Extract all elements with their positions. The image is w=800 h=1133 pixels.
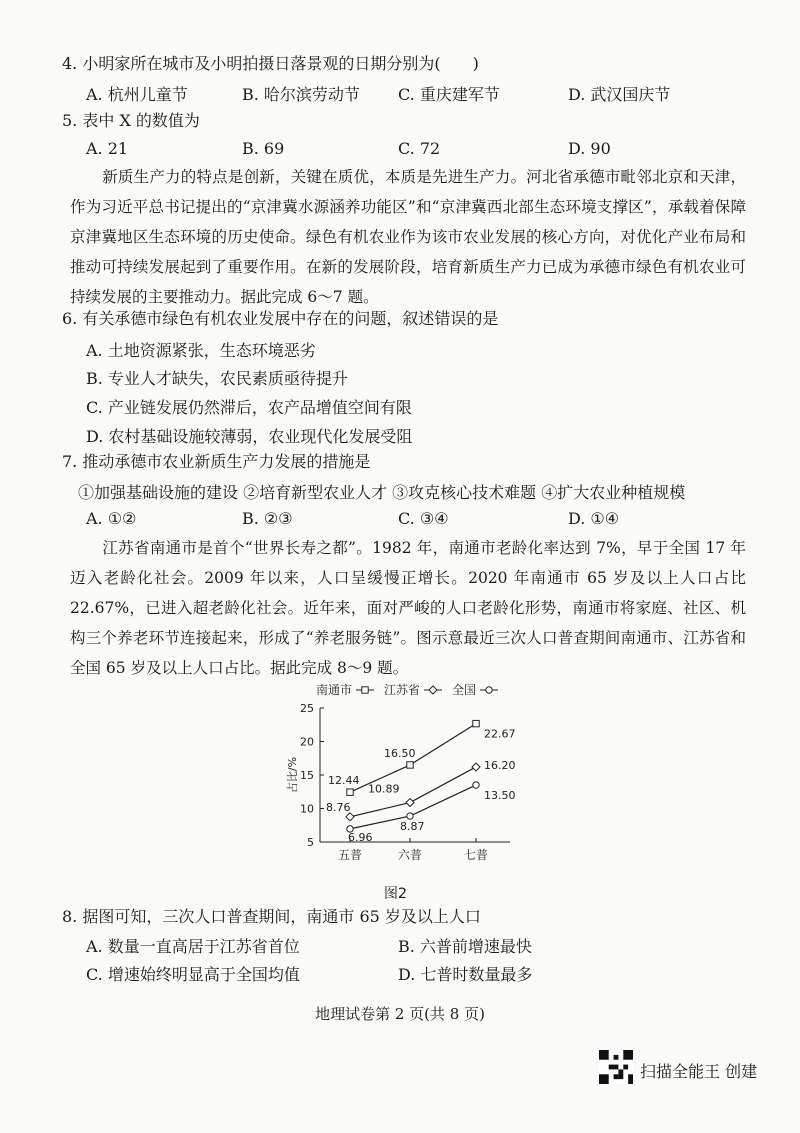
passage-1	[70, 162, 746, 312]
q7-option-d: D. ①④	[568, 509, 620, 528]
data-label: 16.50	[384, 746, 416, 760]
passage-2	[70, 533, 746, 683]
q8-stem: 8. 据图可知，三次人口普查期间，南通市 65 岁及以上人口	[62, 907, 481, 926]
q6-stem: 6. 有关承德市绿色有机农业发展中存在的问题，叙述错误的是	[62, 309, 499, 328]
q7-option-c: C. ③④	[398, 509, 449, 528]
q6-option-b: B. 专业人才缺失，农民素质亟待提升	[86, 369, 348, 388]
scanner-label: 扫描全能王 创建	[640, 1062, 758, 1081]
q4-option-a: A. 杭州儿童节	[86, 85, 188, 104]
data-point	[473, 782, 479, 788]
q6-option-a: A. 土地资源紧张，生态环境恶劣	[86, 341, 316, 360]
q7-stem: 7. 推动承德市农业新质生产力发展的措施是	[62, 452, 371, 471]
q5-stem: 5. 表中 X 的数值为	[62, 111, 200, 130]
y-tick-label: 20	[300, 735, 314, 749]
q5-option-d: D. 90	[568, 139, 611, 158]
q5-option-c: C. 72	[398, 139, 441, 158]
legend-label: 南通市	[316, 683, 353, 697]
q4-stem: 4. 小明家所在城市及小明拍摄日落景观的日期分别为( )	[62, 54, 479, 73]
legend-marker	[429, 686, 437, 694]
q4-option-b: B. 哈尔滨劳动节	[242, 85, 360, 104]
legend-label: 江苏省	[384, 683, 421, 697]
q5-option-b: B. 69	[242, 139, 285, 158]
data-point	[407, 813, 413, 819]
y-tick-label: 15	[300, 769, 314, 782]
data-label: 13.50	[484, 789, 516, 803]
y-tick-label: 25	[300, 702, 314, 715]
qr-code-icon	[599, 1050, 633, 1084]
data-point	[472, 763, 480, 771]
data-point	[346, 813, 354, 821]
passage-2-text: 江苏省南通市是首个“世界长寿之都”。1982 年，南通市老龄化率达到 7%，早于全国 17 年迈入老龄化社会。2009 年以来，人口呈缓慢正增长。2020 年南通市 65 岁及以上人口占比 22.67%，已进入超老龄化社会。近年来，面对严峻的人口老龄化形势，南通市将家庭、社区、机构三个养老环节连接起来，形成了“养老服务链”。图示意最近三次人口普查期间南通市、江苏省和全国 65 岁及以上人口占比。据此完成 8～9 题。	[70, 539, 746, 677]
page-footer: 地理试卷第 2 页(共 8 页)	[315, 1005, 485, 1023]
q8-option-b: B. 六普前增速最快	[398, 937, 532, 956]
q6-option-c: C. 产业链发展仍然滞后，农产品增值空间有限	[86, 398, 412, 417]
data-label: 8.87	[400, 820, 425, 834]
y-tick-label: 10	[300, 802, 314, 816]
legend-label: 全国	[452, 683, 477, 697]
data-point	[347, 789, 353, 795]
data-label: 16.20	[484, 758, 516, 772]
legend-marker	[362, 687, 368, 693]
y-axis-label: 占比/%	[286, 756, 299, 794]
data-label: 22.67	[484, 727, 516, 741]
q8-option-a: A. 数量一直高居于江苏省首位	[86, 937, 300, 956]
x-tick-label: 五普	[337, 848, 363, 862]
figure-caption: 图2	[384, 886, 407, 902]
data-point	[407, 762, 413, 768]
data-label: 8.76	[326, 800, 351, 814]
q8-option-c: C. 增速始终明显高于全国均值	[86, 965, 300, 984]
q7-option-a: A. ①②	[86, 509, 137, 528]
q7-items: ①加强基础设施的建设 ②培育新型农业人才 ③攻克核心技术难题 ④扩大农业种植规模	[78, 483, 686, 502]
x-tick-label: 六普	[397, 848, 423, 862]
q7-option-b: B. ②③	[242, 509, 293, 528]
q6-option-d: D. 农村基础设施较薄弱，农业现代化发展受阻	[86, 427, 413, 446]
passage-1-text: 新质生产力的特点是创新，关键在质优，本质是先进生产力。河北省承德市毗邻北京和天津，作为习近平总书记提出的“京津冀水源涵养功能区”和“京津冀西北部生态环境支撑区”，承载着保障京津冀地区生态环境的历史使命。绿色有机农业作为该市农业发展的核心方向，对优化产业布局和推动可持续发展起到了重要作用。在新的发展阶段，培育新质生产力已成为承德市绿色有机农业可持续发展的主要推动力。据此完成 6～7 题。	[70, 168, 746, 306]
data-label: 10.89	[368, 782, 400, 796]
data-point	[473, 720, 479, 726]
q4-option-c: C. 重庆建军节	[398, 85, 500, 104]
q5-option-a: A. 21	[86, 139, 129, 158]
data-point	[406, 799, 414, 807]
q4-option-d: D. 武汉国庆节	[568, 85, 671, 104]
y-tick-label: 5	[307, 836, 314, 849]
data-label: 12.44	[328, 774, 360, 788]
x-tick-label: 七普	[463, 848, 489, 862]
population-chart	[280, 680, 540, 880]
q8-option-d: D. 七普时数量最多	[398, 965, 533, 984]
data-label: 6.96	[348, 830, 373, 844]
legend-marker	[486, 687, 492, 693]
